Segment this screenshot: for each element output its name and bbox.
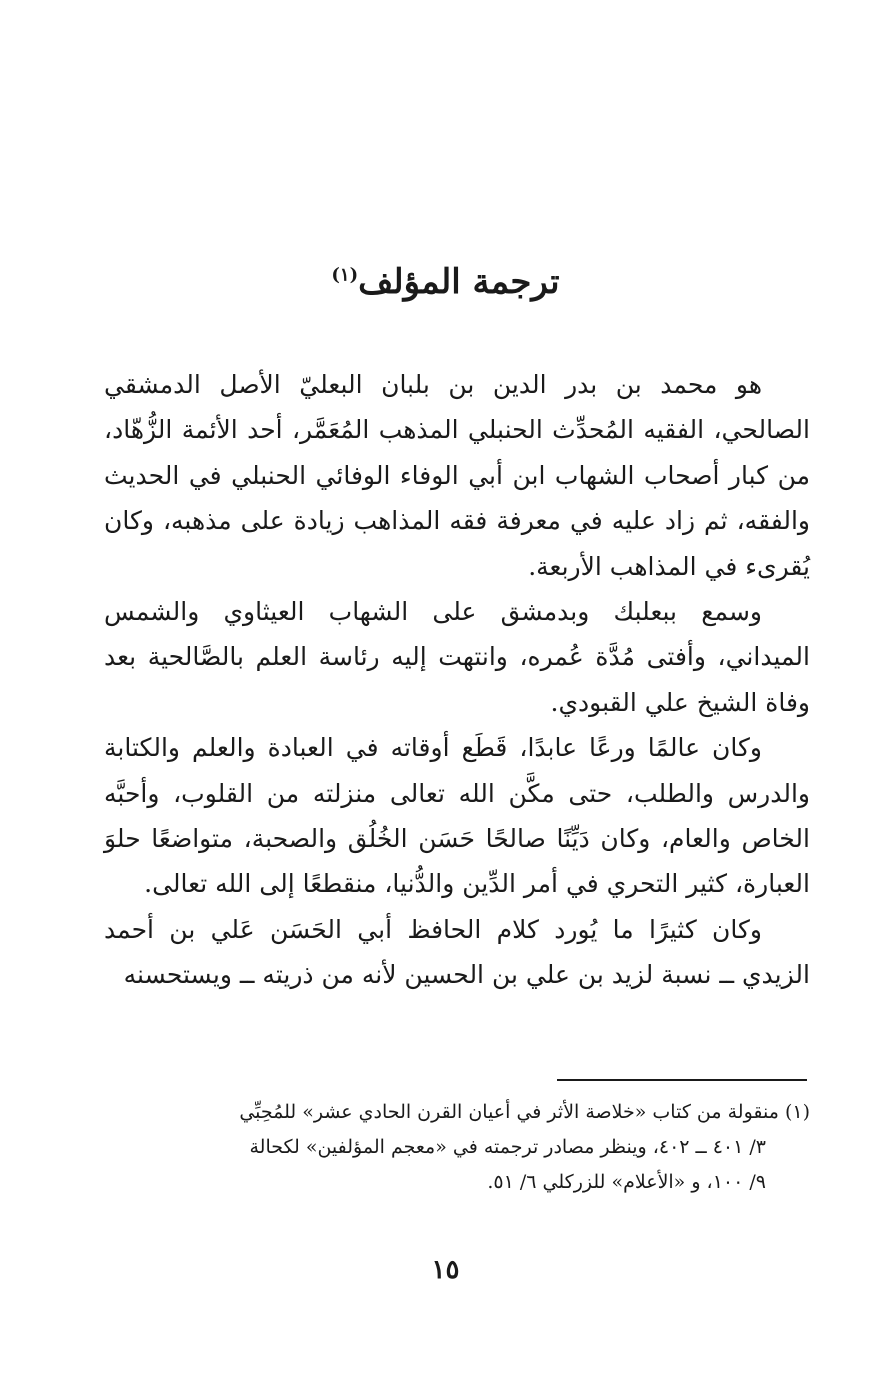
title-text: ترجمة المؤلف bbox=[358, 262, 560, 302]
page-number: ١٥ bbox=[431, 1255, 460, 1285]
paragraph-2: وسمع ببعلبك وبدمشق على الشهاب العيثاوي والشمس الميداني، وأفتى مُدَّة عُمره، وانتهت إليه رئاسة العلم بالصَّالحية بعد وفاة الشيخ علي القبودي. bbox=[104, 597, 810, 717]
paragraph-3: وكان عالمًا ورعًا عابدًا، قَطَع أوقاته في العبادة والعلم والكتابة والدرس والطلب، حتى مكَّن الله تعالى منزلته من القلوب، وأحبَّه الخاص والعام، وكان دَيِّنًا صالحًا حَسَن الخُلُق والصحبة، متواضعًا حلوَ العبارة، كثير التحري في أمر الدِّين والدُّنيا، منقطعًا إلى الله تعالى. bbox=[104, 733, 810, 899]
paragraph-4: وكان كثيرًا ما يُورد كلام الحافظ أبي الحَسَن عَلي بن أحمد الزيدي ــ نسبة لزيد بن علي بن الحسين لأنه من ذريته ــ ويستحسنه bbox=[104, 914, 810, 990]
footnote-divider bbox=[557, 1079, 807, 1081]
footnote-line-2: ٣/ ٤٠١ ــ ٤٠٢، وينظر مصادر ترجمته في «معجم المؤلفين» لكحالة bbox=[249, 1136, 766, 1158]
title-footnote-marker: (١) bbox=[331, 264, 359, 286]
body-text bbox=[104, 362, 810, 998]
footnote-line-1: (١) منقولة من كتاب «خلاصة الأثر في أعيان القرن الحادي عشر» للمُحِبِّي bbox=[239, 1101, 810, 1123]
page-title bbox=[0, 258, 891, 306]
paragraph-1: هو محمد بن بدر الدين بن بلبان البعليّ الأصل الدمشقي الصالحي، الفقيه المُحدِّث الحنبلي المذهب المُعَمَّر، أحد الأئمة الزُّهّاد، من كبار أصحاب الشهاب ابن أبي الوفاء الوفائي الحنبلي في الحديث والفقه، ثم زاد عليه في معرفة فقه المذاهب زيادة على مذهبه، وكان يُقرىء في المذاهب الأربعة. bbox=[104, 370, 810, 581]
footnote-line-3: ٩/ ١٠٠، و «الأعلام» للزركلي ٦/ ٥١. bbox=[487, 1171, 766, 1193]
footnote bbox=[104, 1095, 810, 1200]
